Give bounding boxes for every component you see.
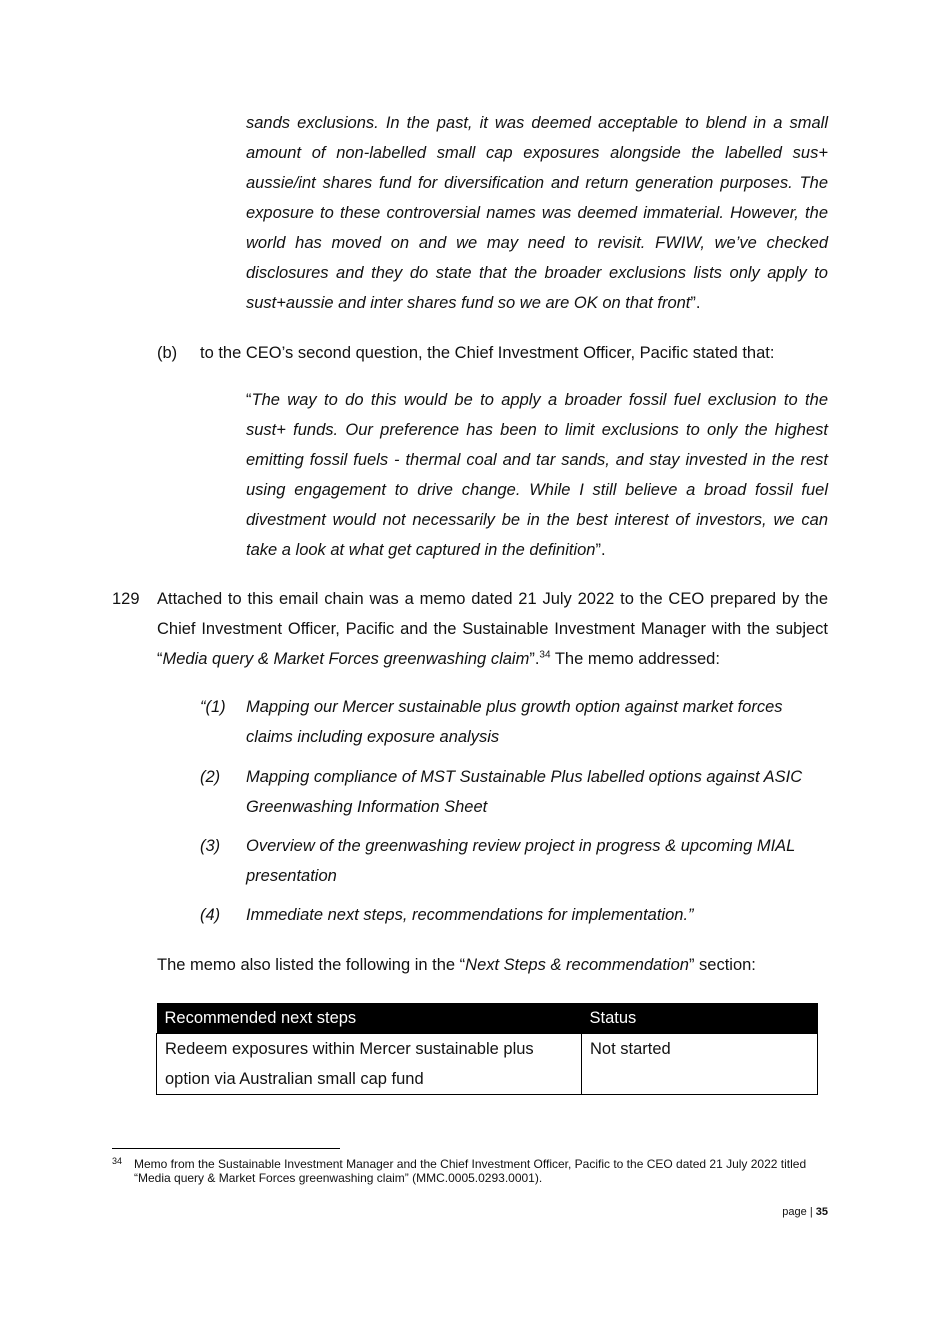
column-header-steps: Recommended next steps (157, 1003, 582, 1034)
page-label: page | (782, 1206, 816, 1218)
quote2-open: “ (246, 391, 252, 409)
page-number-value: 35 (815, 1206, 828, 1218)
memo-line-before: The memo also listed the following in the “ (157, 956, 466, 974)
memo-next-steps-intro (157, 950, 828, 980)
next-steps-table (156, 1003, 818, 1095)
memo-list-number: “(1) (200, 698, 226, 716)
table-cell-step: Redeem exposures within Mercer sustainable plus option via Australian small cap fund (157, 1034, 582, 1095)
quote2-close: ”. (595, 541, 606, 559)
quote1-text: sands exclusions. In the past, it was deemed acceptable to blend in a small amount of non-labelled small cap exposures alongside the labelled sus+ aussie/int shares fund for diversification and return generation purposes. The exposure to these controversial names was deemed immaterial. However, the world has moved on and we may need to revisit. FWIW, we’ve checked disclosures and they do state that the broader exclusions lists only apply to sust+aussie and inter shares fund so we are OK on that front (246, 114, 828, 312)
paragraph-number-129: 129 (112, 590, 140, 608)
quote1-close: ”. (690, 294, 701, 312)
memo-list-number: (3) (200, 837, 221, 855)
memo-section-name: Next Steps & recommendation (465, 956, 689, 974)
para129-text-after: The memo addressed: (550, 650, 720, 668)
memo-list-item: Immediate next steps, recommendations for implementation.” (246, 906, 694, 924)
table-row (157, 1034, 818, 1095)
memo-list-number: (2) (200, 768, 221, 786)
memo-list-item: Overview of the greenwashing review project in progress & upcoming MIAL presentation (246, 837, 796, 885)
quote-cio-second-answer (246, 385, 828, 565)
page-number (782, 1206, 828, 1218)
table-cell-status: Not started (582, 1034, 818, 1095)
memo-list-number: (4) (200, 906, 221, 924)
column-header-status: Status (582, 1003, 818, 1034)
table-header-row (157, 1003, 818, 1034)
paragraph-129 (157, 584, 828, 674)
memo-list-item: Mapping compliance of MST Sustainable Plus labelled options against ASIC Greenwashing Information Sheet (246, 768, 803, 816)
quote2-text: The way to do this would be to apply a broader fossil fuel exclusion to the sust+ funds. Our preference has been to limit exclusions to only the highest emitting fossil fuels - thermal coal and tar sands, and stay invested in the rest using engagement to drive change. While I still believe a broad fossil fuel divestment would not necessarily be in the best interest of investors, we can take a look at what get captured in the definition (246, 391, 828, 559)
footnote-separator (112, 1148, 340, 1149)
footnote-text: Memo from the Sustainable Investment Manager and the Chief Investment Officer, Pacific to the CEO dated 21 July 2022 titled “Media query & Market Forces greenwashing claim” (MMC.0005.0293.0001). (134, 1157, 807, 1185)
item-b-label: (b) (157, 344, 178, 362)
footnote-reference[interactable]: 34 (539, 649, 551, 661)
quote-cio-first-answer (246, 108, 828, 318)
footnote-number: 34 (112, 1156, 123, 1166)
para129-text-before: Attached to this email chain was a memo dated 21 July 2022 to the CEO prepared by the Chief Investment Officer, Pacific and the Sustainable Investment Manager with the subject “ (157, 590, 828, 668)
memo-line-after: ” section: (688, 956, 756, 974)
para129-text-mid: ”. (529, 650, 540, 668)
item-b-text: to the CEO’s second question, the Chief Investment Officer, Pacific stated that: (200, 344, 775, 362)
memo-list-item: Mapping our Mercer sustainable plus growth option against market forces claims including exposure analysis (246, 698, 783, 746)
memo-subject: Media query & Market Forces greenwashing claim (162, 650, 530, 668)
